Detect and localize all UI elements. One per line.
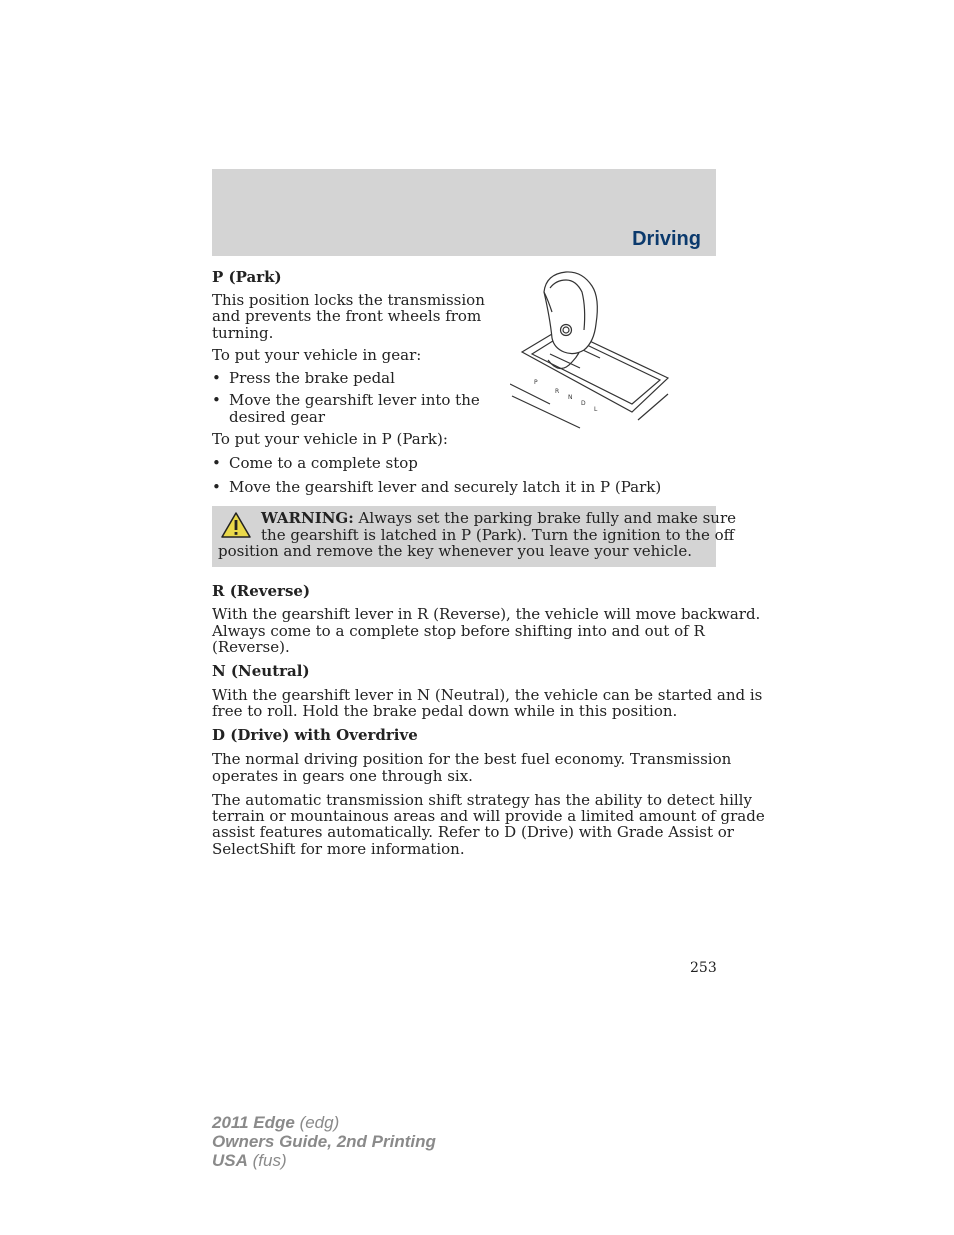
footer-market: USA bbox=[212, 1151, 248, 1170]
footer-model-code: (edg) bbox=[294, 1113, 340, 1132]
neutral-line-2: free to roll. Hold the brake pedal down while in this position. bbox=[212, 702, 678, 720]
warning-line-1: Always set the parking brake fully and make sure bbox=[353, 509, 737, 527]
reverse-line-3: (Reverse). bbox=[212, 638, 290, 656]
bullet-icon: • bbox=[212, 478, 221, 496]
park-intro-line-3: turning. bbox=[212, 324, 274, 342]
footer-model: 2011 Edge bbox=[212, 1113, 295, 1132]
list-item-text: Move the gearshift lever into the bbox=[229, 391, 480, 409]
park-heading: P (Park) bbox=[212, 268, 282, 286]
footer-market-code: (fus) bbox=[247, 1151, 287, 1170]
list-item-text: Move the gearshift lever and securely latch it in P (Park) bbox=[229, 478, 662, 496]
bullet-icon: • bbox=[212, 391, 221, 409]
park-intro-line-2: and prevents the front wheels from bbox=[212, 307, 482, 325]
gear-letter-n: N bbox=[568, 394, 573, 401]
warning-line-3: position and remove the key whenever you leave your vehicle. bbox=[218, 542, 692, 560]
neutral-heading: N (Neutral) bbox=[212, 662, 310, 680]
warning-label: WARNING: bbox=[261, 509, 354, 527]
gearshift-lever-icon bbox=[510, 268, 670, 434]
list-item-text: Press the brake pedal bbox=[229, 369, 395, 387]
park-intro-line-1: This position locks the transmission bbox=[212, 291, 485, 309]
bullet-icon: • bbox=[212, 369, 221, 387]
bullet-icon: • bbox=[212, 454, 221, 472]
gear-letter-d: D bbox=[581, 400, 586, 407]
list-item-text: Come to a complete stop bbox=[229, 454, 418, 472]
list-item-text-cont: desired gear bbox=[229, 408, 325, 426]
drive-para2-line-3: assist features automatically. Refer to D (Drive) with Grade Assist or bbox=[212, 823, 734, 841]
footer-guide: Owners Guide, 2nd Printing bbox=[212, 1132, 436, 1151]
gear-letter-r: R bbox=[555, 388, 560, 395]
park-intro: To put your vehicle in P (Park): bbox=[212, 430, 448, 448]
section-title: Driving bbox=[632, 228, 701, 250]
drive-para2-line-2: terrain or mountainous areas and will provide a limited amount of grade bbox=[212, 807, 765, 825]
section-header-band bbox=[212, 169, 716, 256]
warning-text bbox=[218, 509, 737, 560]
gear-intro: To put your vehicle in gear: bbox=[212, 346, 422, 364]
drive-para2-line-1: The automatic transmission shift strategy has the ability to detect hilly bbox=[212, 791, 752, 809]
gear-letter-l: L bbox=[594, 406, 598, 413]
warning-line-2: the gearshift is latched in P (Park). Turn the ignition to the off bbox=[261, 525, 735, 544]
reverse-line-2: Always come to a complete stop before shifting into and out of R bbox=[212, 622, 705, 640]
page-number: 253 bbox=[690, 960, 717, 976]
gear-letter-p: P bbox=[534, 379, 538, 386]
drive-para1-line-2: operates in gears one through six. bbox=[212, 767, 473, 785]
reverse-heading: R (Reverse) bbox=[212, 582, 311, 600]
reverse-line-1: With the gearshift lever in R (Reverse), the vehicle will move backward. bbox=[212, 605, 761, 623]
warning-box bbox=[212, 506, 737, 567]
neutral-line-1: With the gearshift lever in N (Neutral), the vehicle can be started and is bbox=[212, 686, 763, 704]
footer bbox=[212, 1113, 436, 1170]
drive-heading: D (Drive) with Overdrive bbox=[212, 726, 418, 744]
drive-para1-line-1: The normal driving position for the best fuel economy. Transmission bbox=[212, 750, 732, 768]
drive-para2-line-4: SelectShift for more information. bbox=[212, 840, 465, 858]
